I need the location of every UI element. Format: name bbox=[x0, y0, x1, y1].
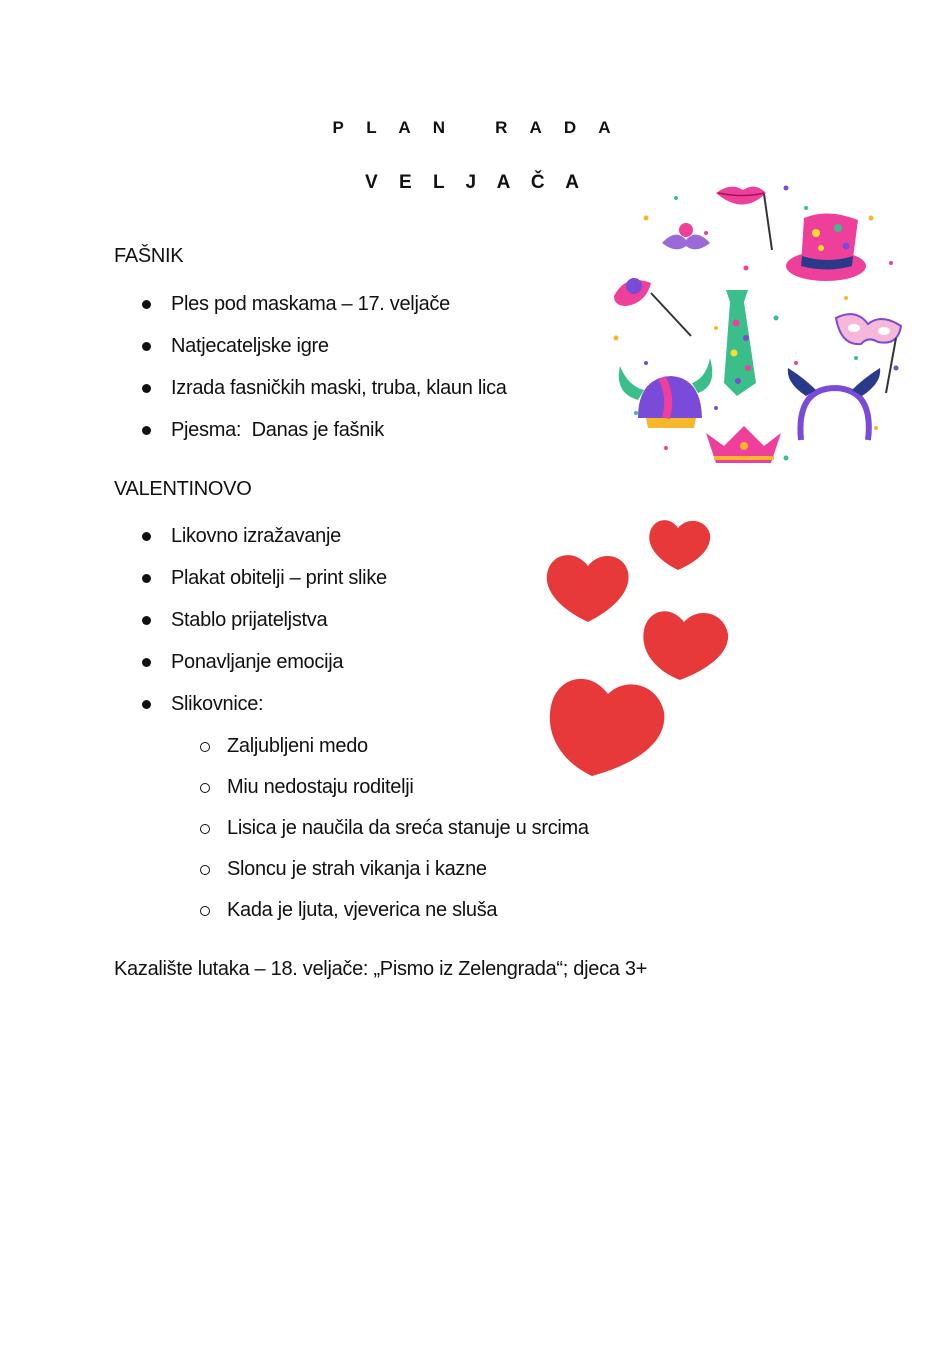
bullet-icon bbox=[142, 384, 151, 393]
list-item-text: Slikovnice: bbox=[171, 693, 264, 715]
clown-nose-icon bbox=[662, 223, 710, 249]
bullet-icon bbox=[142, 700, 151, 709]
carnival-illustration bbox=[606, 178, 908, 478]
tie-icon bbox=[724, 290, 756, 396]
list-item bbox=[142, 335, 329, 358]
circle-bullet-icon bbox=[200, 865, 210, 875]
bullet-icon bbox=[142, 574, 151, 583]
list-item-text: Natjecateljske igre bbox=[171, 335, 329, 357]
footer-note: Kazalište lutaka – 18. veljače: „Pismo iz Zelengrada“; djeca 3+ bbox=[114, 958, 648, 980]
sub-list-item bbox=[200, 817, 589, 840]
sub-list-item-text: Sloncu je strah vikanja i kazne bbox=[227, 858, 487, 880]
sub-list-item-text: Miu nedostaju roditelji bbox=[227, 776, 414, 798]
circle-bullet-icon bbox=[200, 742, 210, 752]
bullet-icon bbox=[142, 532, 151, 541]
sub-list-item bbox=[200, 735, 368, 758]
bullet-icon bbox=[142, 342, 151, 351]
list-item-text: Likovno izražavanje bbox=[171, 525, 341, 547]
circle-bullet-icon bbox=[200, 824, 210, 834]
list-item bbox=[142, 609, 327, 632]
circle-bullet-icon bbox=[200, 906, 210, 916]
heart-icon bbox=[649, 520, 710, 570]
list-item bbox=[142, 567, 387, 590]
list-item-text: Plakat obitelji – print slike bbox=[171, 567, 387, 589]
list-item bbox=[142, 693, 263, 716]
valentinovo-heading: VALENTINOVO bbox=[114, 478, 252, 500]
bullet-icon bbox=[142, 300, 151, 309]
bullet-icon bbox=[142, 616, 151, 625]
list-item bbox=[142, 419, 384, 442]
sub-list-item-text: Zaljubljeni medo bbox=[227, 735, 368, 757]
month-title: V E L J A Č A bbox=[365, 172, 587, 193]
bullet-icon bbox=[142, 658, 151, 667]
sub-list-item bbox=[200, 776, 414, 799]
top-hat-icon bbox=[786, 213, 866, 281]
bullet-icon bbox=[142, 426, 151, 435]
circle-bullet-icon bbox=[200, 783, 210, 793]
list-item bbox=[142, 525, 341, 548]
viking-hat-icon bbox=[619, 358, 712, 428]
sub-list-item bbox=[200, 899, 497, 922]
sub-list-item bbox=[200, 858, 487, 881]
hearts-illustration bbox=[540, 510, 740, 780]
list-item-text: Pjesma: Danas je fašnik bbox=[171, 419, 384, 441]
list-item bbox=[142, 377, 507, 400]
heart-icon bbox=[547, 555, 629, 622]
lips-icon bbox=[716, 187, 772, 250]
list-item bbox=[142, 651, 343, 674]
crown-icon bbox=[706, 426, 781, 463]
heart-icon bbox=[643, 611, 728, 680]
plan-title: P L A N R A D A bbox=[332, 118, 620, 137]
fasnik-heading: FAŠNIK bbox=[114, 245, 184, 267]
list-item-text: Ponavljanje emocija bbox=[171, 651, 344, 673]
list-item bbox=[142, 293, 450, 316]
list-item-text: Izrada fasničkih maski, truba, klaun lica bbox=[171, 377, 507, 399]
list-item-text: Ples pod maskama – 17. veljače bbox=[171, 293, 450, 315]
sub-list-item-text: Lisica je naučila da sreća stanuje u srcima bbox=[227, 817, 589, 839]
mask-on-stick-icon bbox=[614, 278, 691, 336]
heart-icon bbox=[550, 679, 665, 776]
sub-list-item-text: Kada je ljuta, vjeverica ne sluša bbox=[227, 899, 498, 921]
list-item-text: Stablo prijateljstva bbox=[171, 609, 328, 631]
headband-icon bbox=[788, 368, 880, 440]
